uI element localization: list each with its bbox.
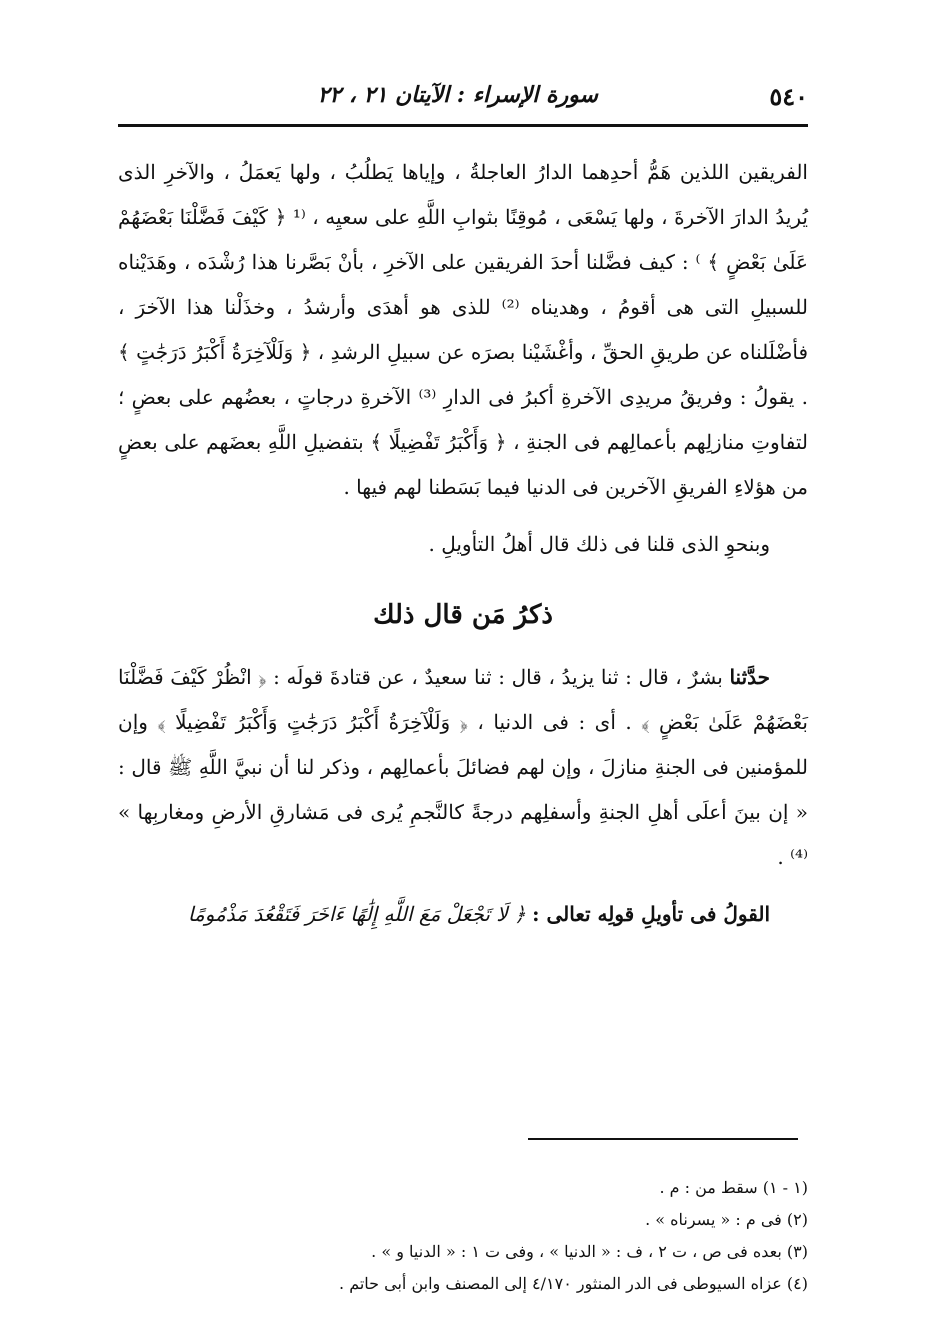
footnote-3: (٣) بعده فى ص ، ت ٢ ، ف : « الدنيا » ، وفى ت ١ : « الدنيا و » .	[371, 1242, 808, 1261]
running-title: سورة الإسراء : الآيتان ٢١ ، ٢٢	[317, 82, 598, 108]
section-heading: ذكرُ مَن قال ذلك	[373, 600, 553, 630]
footnote-rule	[528, 1138, 798, 1140]
paragraph-2: وبنحوِ الذى قلنا فى ذلك قال أهلُ التأويلِ .	[428, 532, 770, 556]
paragraph-4-quote: ﴿ لَا تَجْعَلْ مَعَ اللَّهِ إِلَٰهًا ءَاخَرَ فَتَقْعُدَ مَذْمُومًا	[187, 902, 526, 926]
paragraph-4-lead: القولُ فى تأويلِ قولِه تعالى :	[532, 902, 770, 926]
paragraph-3-lead: حدَّثنا	[729, 665, 770, 689]
footnote-1: (١ - ١) سقط من : م .	[659, 1178, 808, 1197]
paragraph-4	[118, 892, 808, 937]
footnote-4: (٤) عزاه السيوطى فى الدر المنثور ٤/١٧٠ إلى المصنف وابن أبى حاتم .	[339, 1274, 808, 1293]
paragraph-3	[118, 655, 808, 880]
footnote-2: (٢) فى م : « يسرناه » .	[645, 1210, 808, 1229]
paragraph-1: الفريقين اللذين هَمُّ أحدِهما الدارُ العاجلةُ ، وإياها يَطلُبُ ، ولها يَعمَلُ ، والآخرِ الذى يُريدُ الدارَ الآخرةَ ، ولها يَسْعَى ، مُوقِنًا بثوابِ اللَّهِ على سعيِه ، ⁽¹ ﴿ كَيْفَ فَضَّلْنَا بَعْضَهُمْ عَلَىٰ بَعْضٍ ﴾ ⁾ : كيف فضَّلنا أحدَ الفريقين على الآخرِ ، بأنْ بَصَّرنا هذا رُشْدَه ، وهَدَيْناه للسبيلِ التى هى أقومُ ، وهديناه ⁽²⁾ للذى هو أهدَى وأرشدُ ، وخذَلْنا هذا الآخرَ ، فأضْلَلناه عن طريقِ الحقِّ ، وأغْشَيْنا بصرَه عن سبيلِ الرشدِ ، ﴿ وَلَلْآخِرَةُ أَكْبَرُ دَرَجَٰتٍ ﴾ . يقولُ : وفريقُ مريدِى الآخرةِ أكبرُ فى الدارِ ⁽³⁾ الآخرةِ درجاتٍ ، بعضُهم على بعضٍ ؛ لتفاوتِ منازلِهم بأعمالِهم فى الجنةِ ، ﴿ وَأَكْبَرُ تَفْضِيلًا ﴾ بتفضيلِ اللَّهِ بعضَهم على بعضٍ من هؤلاءِ الفريقِ الآخرين فى الدنيا فيما بَسَطنا لهم فيها .	[118, 160, 808, 499]
header-rule	[118, 124, 808, 127]
footnotes	[118, 1172, 808, 1300]
main-text	[118, 150, 808, 937]
paragraph-3-text: بشرٌ ، قال : ثنا يزيدُ ، قال : ثنا سعيدٌ ، عن قتادةَ قولَه : ﴿ انْظُرْ كَيْفَ فَضَّلْنَا بَعْضَهُمْ عَلَىٰ بَعْضٍ ﴾ . أى : فى الدنيا ، ﴿ وَلَلْآخِرَةُ أَكْبَرُ دَرَجَٰتٍ وَأَكْبَرُ تَفْضِيلًا ﴾ وإن للمؤمنين فى الجنةِ منازلَ ، وإن لهم فضائلَ بأعمالِهم ، وذكر لنا أن نبيَّ اللَّهِ ﷺ قال : « إن بينَ أعلَى أهلِ الجنةِ وأسفلِهم درجةً كالنَّجمِ يُرى فى مَشارقِ الأرضِ ومغاربِها » ⁽⁴⁾ .	[118, 665, 808, 869]
page-number: ٥٤٠	[769, 82, 808, 111]
running-header	[118, 78, 808, 122]
